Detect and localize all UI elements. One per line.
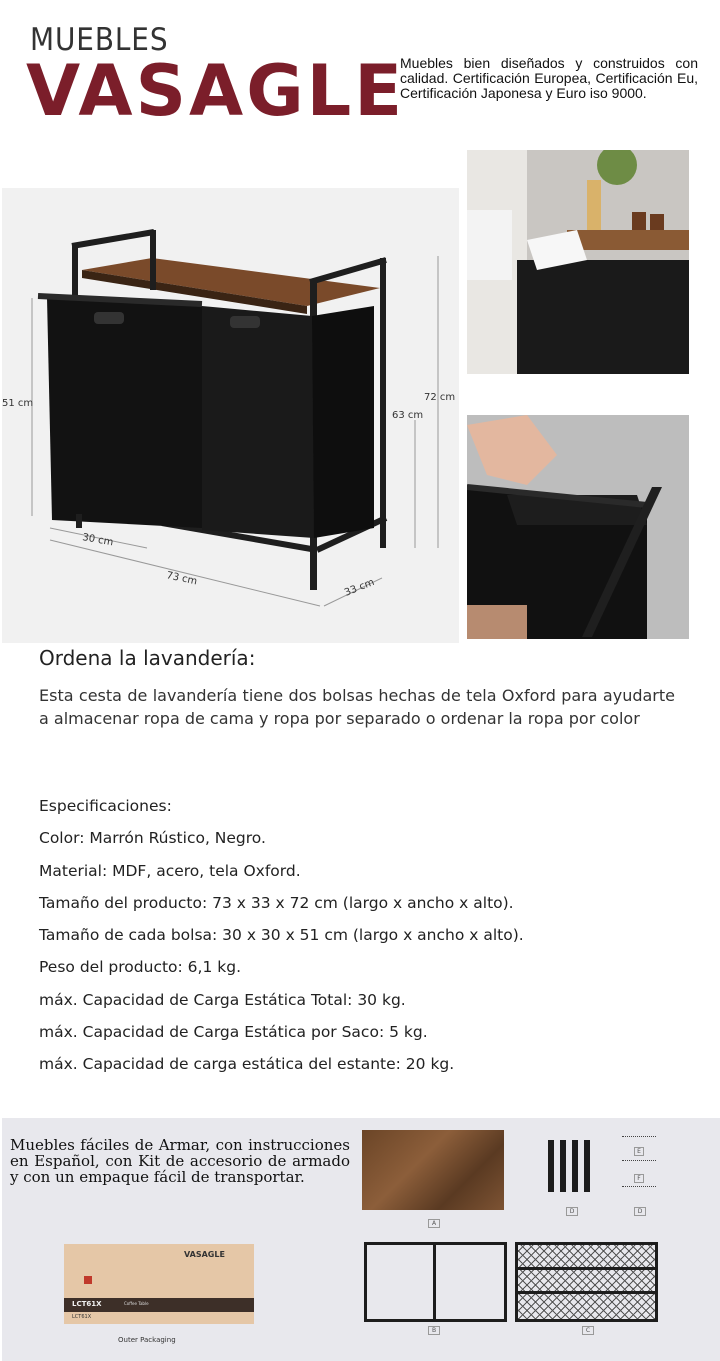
brand-subtitle: MUEBLES [30,22,169,58]
box-label-strip [64,1298,254,1312]
box-brand: VASAGLE [184,1250,225,1259]
outer-packaging-box [64,1244,254,1324]
spec-product-size: Tamaño del producto: 73 x 33 x 72 cm (largo x ancho x alto). [39,893,514,912]
laundry-bag-right [202,306,314,538]
frame-rail [310,260,386,282]
spec-weight: Peso del producto: 6,1 kg. [39,958,241,977]
spec-material: Material: MDF, acero, tela Oxford. [39,861,301,880]
box-warning-icon [84,1276,92,1284]
header-description: Muebles bien diseñados y construidos con calidad. Certificación Europea, Certificación Eu, Certificación Japonesa y Euro iso 9000. [400,55,698,101]
dim-label-33: 33 cm [343,576,377,599]
part-frame-b [364,1242,507,1322]
dim-label-72: 72 cm [424,392,456,403]
laundry-bag-side [312,306,374,538]
brand-logo: VASAGLE [26,50,406,132]
section-body: Esta cesta de lavandería tiene dos bolsas hechas de tela Oxford para ayudarte a almacenar ropa de cama y ropa por separado o ordenar la ropa por color [39,686,675,728]
lifestyle-photo-top [467,150,689,374]
frame-foot [76,514,82,528]
part-label-e: E [634,1147,644,1156]
bag-rail-detail-illustration [467,415,689,639]
spec-color: Color: Marrón Rústico, Negro. [39,829,266,848]
part-label-d-bars: D [566,1207,578,1216]
laundry-hamper-illustration [2,188,459,643]
spec-shelf-load: máx. Capacidad de carga estática del estante: 20 kg. [39,1055,455,1074]
box-product: Coffee Table [124,1301,149,1306]
outer-packaging-label: Outer Packaging [118,1336,176,1344]
dim-label-63: 63 cm [392,410,424,421]
part-label-f: F [634,1174,644,1183]
spec-total-load: máx. Capacidad de Carga Estática Total: 30 kg. [39,990,406,1009]
box-model-secondary: LCT61X [72,1314,92,1320]
product-dimension-photo [2,188,459,643]
part-hardware-kit [622,1136,656,1198]
spec-bag-size: Tamaño de cada bolsa: 30 x 30 x 51 cm (largo x ancho x alto). [39,926,524,945]
box-model: LCT61X [72,1300,102,1308]
part-wood-board [362,1130,504,1210]
detail-photo-bag-rail [467,415,689,639]
section-heading: Ordena la lavandería: [39,646,256,670]
part-label-d-hardware: D [634,1207,646,1216]
frame-rail [72,232,154,246]
dim-label-30: 30 cm [81,532,115,549]
dim-label-51: 51 cm [2,398,34,409]
part-label-c: C [582,1326,594,1335]
part-label-a: A [428,1219,440,1228]
spec-bag-load: máx. Capacidad de Carga Estática por Saco: 5 kg. [39,1023,428,1042]
specs-title: Especificaciones: [39,797,172,815]
bag-handle [94,312,124,324]
dim-label-73: 73 cm [165,570,199,588]
part-metal-bars [548,1140,592,1192]
part-label-b: B [428,1326,440,1335]
frame-post [150,230,156,290]
assembly-description: Muebles fáciles de Armar, con instrucciones en Español, con Kit de accesorio de armado y con un empaque fácil de transportar. [10,1136,350,1186]
shelf-towel-illustration [467,150,689,374]
frame-post [380,258,386,548]
specifications-list [39,796,679,1087]
part-mesh-c [515,1242,658,1322]
laundry-bag-left [47,298,202,528]
bag-handle [230,316,260,328]
